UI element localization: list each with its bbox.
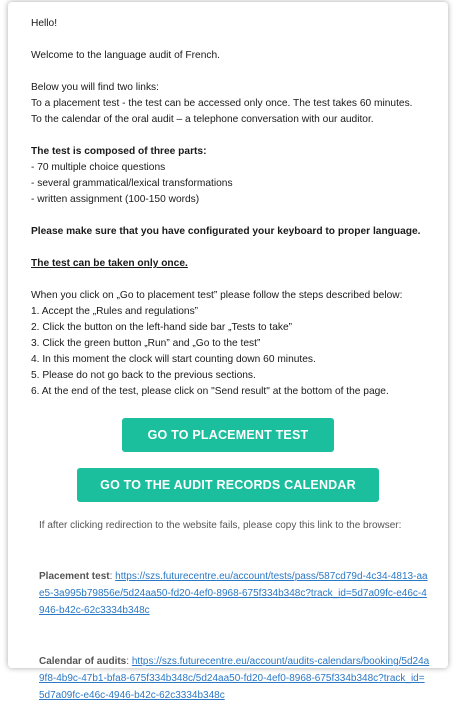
link-line-placement: To a placement test - the test can be accessed only once. The test takes 60 minutes. [31,98,413,109]
email-card [8,2,448,701]
calendar-link[interactable]: https://szs.futurecentre.eu/account/audits-calendars/booking/5d24a9f8-4b9c-47b1-bfa8-675f334b348c/5d24aa50-fd20-4ef0-8968-675f334b348c?track_id=5d7a09fc-e46c-4946-b42c-62c3334b348c [39,656,430,701]
email-body [8,2,448,400]
link-line-calendar: To the calendar of the oral audit – a telephone conversation with our auditor. [31,114,374,125]
go-to-placement-test-button[interactable]: GO TO PLACEMENT TEST [122,418,334,452]
calendar-link-row: Calendar of audits: https://szs.futurecentre.eu/account/audits-calendars/booking/5d24a9f8-4b9c-47b1-bfa8-675f334b348c/5d24aa50-fd20-4ef0-8968-675f334b348c?track_id=5d7a09fc-e46c-4946-b42c-62c3334b348c [39,656,430,701]
steps-intro: When you click on „Go to placement test” please follow the steps described below: [31,290,403,301]
part-item: - several grammatical/lexical transformations [31,178,233,189]
step-item: 3. Click the green button „Run” and „Go to the test” [31,338,261,349]
fallback-section [8,517,448,704]
placement-test-link[interactable]: https://szs.futurecentre.eu/account/tests/pass/587cd79d-4c34-4813-aae5-3a995b79856e/5d24aa50-fd20-4ef0-8968-675f334b348c?track_id=5d7a09fc-e46c-4946-b42c-62c3334b348c [39,571,428,616]
step-item: 4. In this moment the clock will start counting down 60 minutes. [31,354,316,365]
links-intro: Below you will find two links: [31,82,159,93]
go-to-audit-calendar-button[interactable]: GO TO THE AUDIT RECORDS CALENDAR [77,468,379,502]
placement-link-row: Placement test: https://szs.futurecentre.eu/account/tests/pass/587cd79d-4c34-4813-aae5-3a995b79856e/5d24aa50-fd20-4ef0-8968-675f334b348c?track_id=5d7a09fc-e46c-4946-b42c-62c3334b348c [39,571,428,616]
step-item: 5. Please do not go back to the previous sections. [31,370,256,381]
part-item: - 70 multiple choice questions [31,162,166,173]
fallback-note: If after clicking redirection to the website fails, please copy this link to the browser: [39,520,402,531]
calendar-label: Calendar of audits [39,656,127,667]
part-item: - written assignment (100-150 words) [31,194,200,205]
step-item: 6. At the end of the test, please click on "Send result" at the bottom of the page. [31,386,389,397]
step-item: 2. Click the button on the left-hand side bar „Tests to take” [31,322,293,333]
placement-label: Placement test [39,571,110,582]
parts-heading: The test is composed of three parts: [31,146,207,157]
keyboard-warning: Please make sure that you have configurated your keyboard to proper language. [31,226,421,237]
greeting: Hello! [31,18,58,29]
welcome-text: Welcome to the language audit of French. [31,50,220,61]
once-warning: The test can be taken only once. [31,258,188,269]
step-item: 1. Accept the „Rules and regulations” [31,306,199,317]
